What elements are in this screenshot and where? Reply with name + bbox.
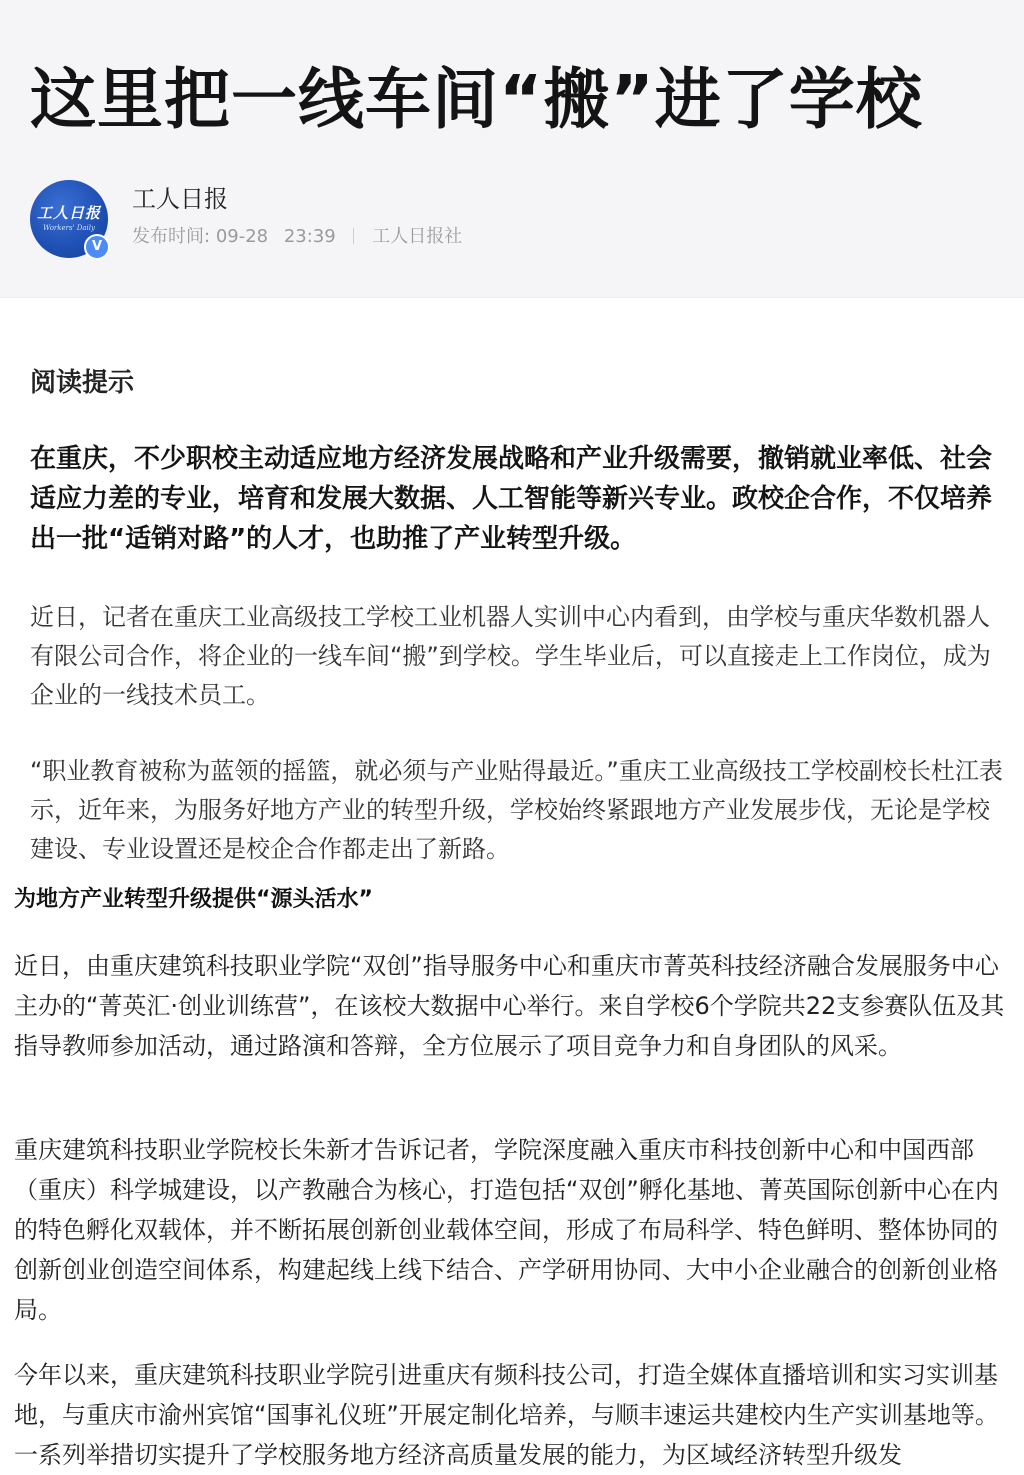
avatar-logo-text: 工人日报 (36, 204, 101, 222)
article-title: 这里把一线车间“搬”进了学校 (30, 61, 923, 138)
body-paragraph: 近日，由重庆建筑科技职业学院“双创”指导服务中心和重庆市菁英科技经济融合发展服务中心主办的“菁英汇·创业训练营”，在该校大数据中心举行。来自学校6个学院共22支参赛队伍及其指导教师参加活动，通过路演和答辩，全方位展示了项目竞争力和自身团队的风采。 (14, 952, 1005, 1060)
meta-divider (353, 228, 354, 244)
section-heading: 为地方产业转型升级提供“源头活水” (14, 887, 373, 912)
reading-tips-heading: 阅读提示 (30, 368, 135, 398)
publish-time-label: 发布时间: (132, 226, 211, 247)
author-name[interactable]: 工人日报 (132, 185, 228, 213)
verified-badge-icon: V (84, 234, 110, 260)
body-paragraph: 今年以来，重庆建筑科技职业学院引进重庆有频科技公司，打造全媒体直播培训和实习实训基地，与重庆市渝州宾馆“国事礼仪班”开展定制化培养，与顺丰速运共建校内生产实训基地等。一系列举措切实提升了学校服务地方经济高质量发展的能力，为区域经济转型升级发 (14, 1361, 999, 1469)
publish-date: 09-28 (215, 226, 269, 247)
article-header (0, 0, 1024, 298)
reading-tips-summary: 在重庆，不少职校主动适应地方经济发展战略和产业升级需要，撤销就业率低、社会适应力差的专业，培育和发展大数据、人工智能等新兴专业。政校企合作，不仅培养出一批“适销对路”的人才，也助推了产业转型升级。 (30, 444, 993, 554)
body-paragraph: 近日，记者在重庆工业高级技工学校工业机器人实训中心内看到，由学校与重庆华数机器人有限公司合作，将企业的一线车间“搬”到学校。学生毕业后，可以直接走上工作岗位，成为企业的一线技术员工。 (30, 603, 991, 709)
article-source: 工人日报社 (372, 226, 463, 247)
author-avatar[interactable] (30, 180, 108, 258)
avatar-logo-subtext: Workers' Daily (43, 224, 95, 232)
body-paragraph: 重庆建筑科技职业学院校长朱新才告诉记者，学院深度融入重庆市科技创新中心和中国西部（重庆）科学城建设，以产教融合为核心，打造包括“双创”孵化基地、菁英国际创新中心在内的特色孵化双载体，并不断拓展创新创业载体空间，形成了布局科学、特色鲜明、整体协同的创新创业创造空间体系，构建起线上线下结合、产学研用协同、大中小企业融合的创新创业格局。 (14, 1136, 999, 1324)
publish-time: 23:39 (283, 226, 336, 247)
article-meta (132, 225, 462, 249)
body-paragraph: “职业教育被称为蓝领的摇篮，就必须与产业贴得最近。”重庆工业高级技工学校副校长杜江表示，近年来，为服务好地方产业的转型升级，学校始终紧跟地方产业发展步伐，无论是学校建设、专业设置还是校企合作都走出了新路。 (30, 757, 1003, 863)
